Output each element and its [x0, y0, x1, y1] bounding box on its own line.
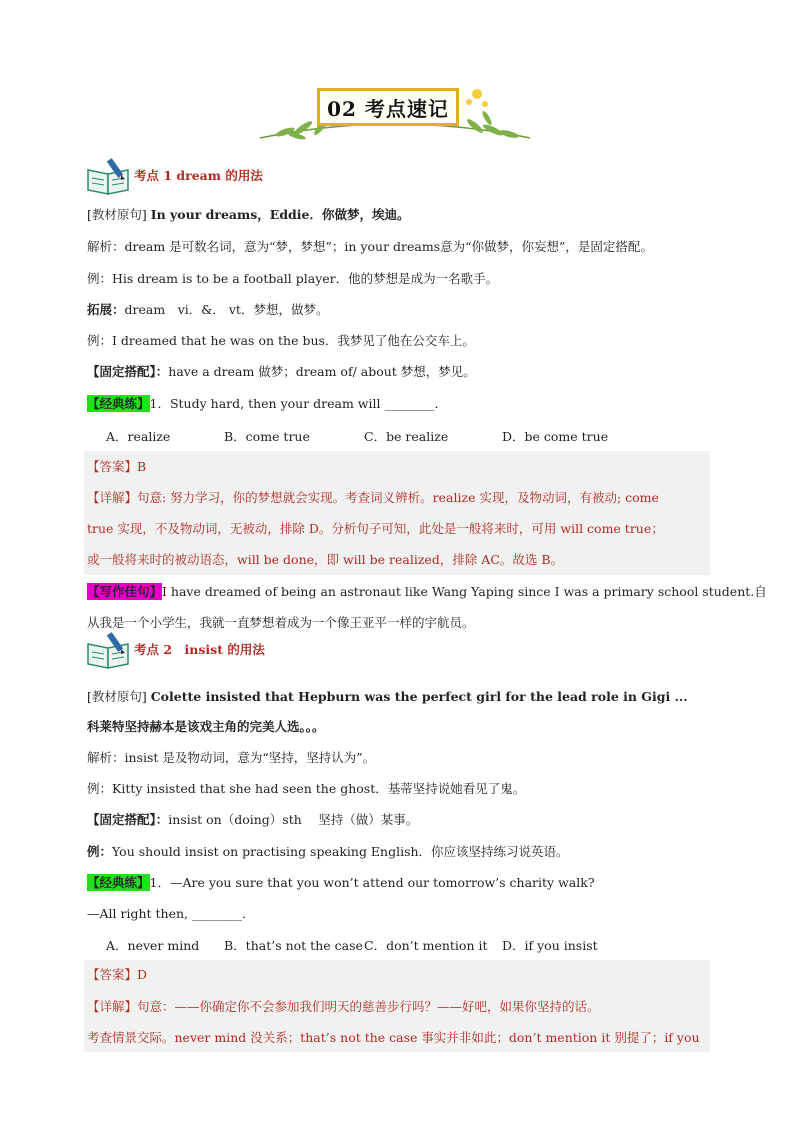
source-text: In your dreams，Eddie．你做梦，埃迪。	[150, 207, 410, 222]
extension-label: 拓展：	[87, 302, 125, 317]
source-label: [教材原句]	[87, 689, 151, 704]
writing-tag: 【写作佳句】	[87, 584, 163, 599]
detail-1-line-1: 【详解】句意: 努力学习，你的梦想就会实现。考查词义辨析。realize 实现，及物动词，有被动; come	[87, 490, 659, 505]
example-label: 例：	[87, 844, 113, 859]
example-2: 例：I dreamed that he was on the bus．我梦见了他在公交车上。	[87, 333, 475, 348]
drill-question-1	[87, 395, 447, 413]
detail-1-line-2: true 实现，不及物动词，无被动，排除 D。分析句子可知，此处是一般将来时，可用 will come true；	[87, 521, 664, 536]
example-1: 例：His dream is to be a football player．他的梦想是成为一名歌手。	[87, 271, 499, 286]
drill-question-text: 1．—Are you sure that you won’t attend our tomorrow’s charity walk?	[149, 875, 595, 890]
option-b: B．come true	[224, 429, 310, 444]
writing-text: I have dreamed of being an astronaut like Wang Yaping since I was a primary school student.自	[162, 584, 767, 599]
option-a: A．never mind	[106, 938, 200, 953]
option-d: D．if you insist	[502, 938, 598, 953]
phrase-label: 【固定搭配】：	[87, 364, 169, 379]
book-pencil-icon	[86, 158, 132, 196]
answer-2: 【答案】D	[87, 967, 148, 982]
drill-tag: 【经典练】	[87, 396, 150, 411]
writing-translation-1: 从我是一个小学生，我就一直梦想着成为一个像王亚平一样的宇航员。	[87, 615, 475, 630]
section-1-title: 考点 1 dream 的用法	[134, 168, 263, 183]
example-4	[87, 843, 569, 861]
answer-1: 【答案】B	[87, 459, 147, 474]
writing-sentence-1	[87, 583, 767, 601]
source-sentence-1	[87, 206, 410, 224]
analysis-2: 解析：insist 是及物动词，意为“坚持，坚持认为”。	[87, 750, 376, 765]
option-c: C．don’t mention it	[364, 938, 488, 953]
example-text: You should insist on practising speaking English．你应该坚持练习说英语。	[112, 844, 569, 859]
phrase-2	[87, 811, 418, 829]
source-sentence-2	[87, 688, 688, 706]
detail-2-line-1: 【详解】句意：——你确定你不会参加我们明天的慈善步行吗？——好吧，如果你坚持的话。	[87, 999, 600, 1014]
source-translation-2: 科莱特坚持赫本是该戏主角的完美人选。。。	[87, 719, 325, 734]
drill-question-2	[87, 874, 595, 892]
phrase-text: have a dream 做梦；dream of/ about 梦想，梦见。	[168, 364, 476, 379]
detail-2-line-2: 考查情景交际。never mind 没关系；that’s not the case 事实并非如此；don’t mention it 别提了；if you	[87, 1030, 700, 1045]
option-d: D．be come true	[502, 429, 609, 444]
source-text: Colette insisted that Hepburn was the perfect girl for the lead role in Gigi ...	[150, 689, 688, 704]
extension-text: dream vi．&． vt．梦想，做梦。	[124, 302, 329, 317]
phrase-text: insist on（doing）sth 坚持（做）某事。	[168, 812, 419, 827]
source-label: [教材原句]	[87, 207, 151, 222]
option-a: A．realize	[106, 429, 171, 444]
phrase-label: 【固定搭配】：	[87, 812, 169, 827]
option-b: B．that’s not the case	[224, 938, 363, 953]
section-banner	[255, 80, 535, 142]
book-pencil-icon	[86, 632, 132, 670]
detail-1-line-3: 或一般将来时的被动语态，will be done，即 will be realized，排除 AC。故选 B。	[87, 552, 564, 567]
example-3: 例：Kitty insisted that she had seen the ghost．基蒂坚持说她看见了鬼。	[87, 781, 526, 796]
banner-title-box	[317, 88, 459, 126]
option-c: C．be realize	[364, 429, 449, 444]
analysis-1: 解析：dream 是可数名词，意为“梦，梦想”；in your dreams意为“你做梦，你妄想”，是固定搭配。	[87, 239, 653, 254]
section-2-title: 考点 2 insist 的用法	[134, 642, 265, 657]
extension-1	[87, 301, 328, 319]
drill-question-2-reply: —All right then, ________．	[87, 906, 255, 921]
page-title: 02 考点速记	[327, 96, 449, 121]
drill-tag: 【经典练】	[87, 875, 150, 890]
drill-question-text: 1．Study hard, then your dream will ________．	[149, 396, 447, 411]
phrase-1	[87, 363, 476, 381]
